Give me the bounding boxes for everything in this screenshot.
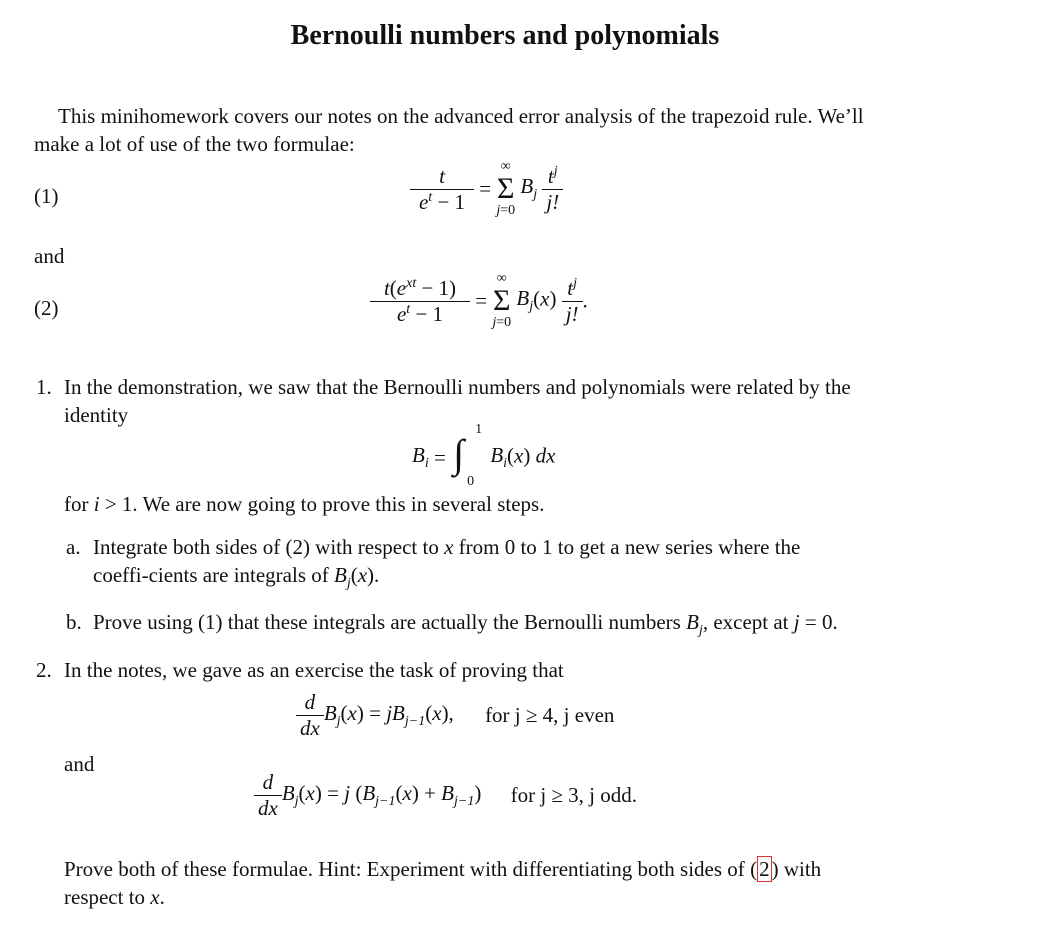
q1b-label: b. [66, 610, 82, 634]
intro-line-1: This minihomework covers our notes on the advanced error analysis of the trapezoid rule. We’ll [58, 104, 864, 128]
equation-2-label: (2) [34, 296, 59, 320]
equation-1-label: (1) [34, 184, 59, 208]
equation-ref-link[interactable]: 2 [759, 857, 770, 881]
and-text: and [34, 244, 65, 268]
derivative-equation-2: $\frac{d}{dx}$ $B_j(x) = j$ $(B_{j-1}(x) + B_{j-1})$ for j ≥ 3, j odd. [254, 770, 637, 821]
q2-last-line: respect to x. [64, 885, 165, 909]
derivative-equation-1: $\frac{d}{dx}$ $B_j(x) = jB_{j-1}(x)$, for j ≥ 4, j even [296, 690, 614, 741]
condition-2: for j ≥ 3, j odd. [510, 783, 638, 807]
identity-equation: $B_i$ = ∫ 1 0 $B_i(x)$ dx [412, 422, 556, 489]
q1a-line-2: coeffi-cients are integrals of $B_j(x)$. [93, 563, 380, 592]
page-title: Bernoulli numbers and polynomials [290, 20, 720, 51]
q2-and: and [64, 752, 95, 776]
intro-line-2: make a lot of use of the two formulae: [34, 132, 355, 156]
q1-line-2: identity [64, 403, 129, 427]
condition-1: for j ≥ 4, j even [485, 703, 615, 727]
q1a-line-1: Integrate both sides of (2) with respect to x from 0 to 1 to get a new series where the [93, 535, 801, 559]
q2-number: 2. [36, 658, 52, 682]
equation-2: $\frac{t(e^{xt} - 1)}{e^t - 1}$ = ∞ Σ j=0 $B_j(x)$ $\frac{t^j}{j!}$ . [370, 272, 588, 330]
q1-line-1: In the demonstration, we saw that the Bernoulli numbers and polynomials were related by the [64, 375, 851, 399]
q1-after-text: for i > 1. We are now going to prove this in several steps. [64, 492, 545, 516]
q2-line-1: In the notes, we gave as an exercise the task of proving that [64, 658, 564, 682]
equation-1: $\frac{t}{e^t - 1}$ = ∞ Σ j=0 $B_j$ $\frac{t^j}{j!}$ [410, 160, 563, 218]
q1-number: 1. [36, 375, 52, 399]
q1a-label: a. [66, 535, 81, 559]
q1b-text: Prove using (1) that these integrals are actually the Bernoulli numbers $B_j$, except at j = 0. [93, 610, 838, 639]
q2-prove-line: Prove both of these formulae. Hint: Experiment with differentiating both sides of (2) with [64, 857, 822, 881]
